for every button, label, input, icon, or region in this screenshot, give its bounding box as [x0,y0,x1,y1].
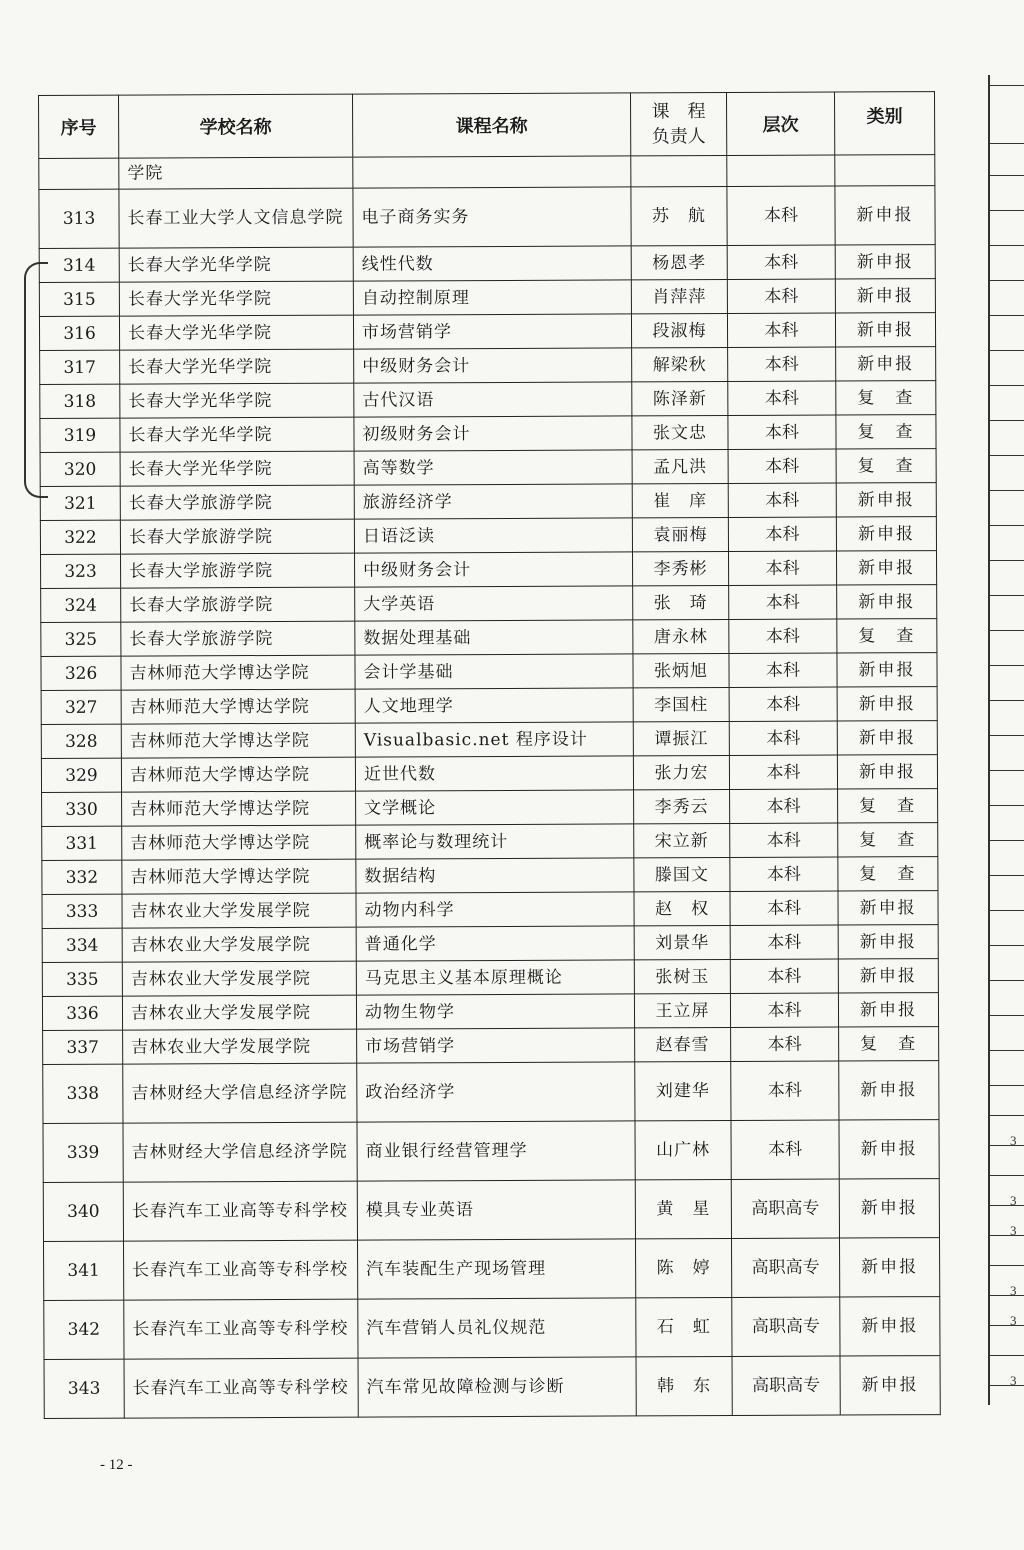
cell-school: 长春大学光华学院 [120,451,354,486]
cell-course: 动物内科学 [356,892,634,927]
cell-course: 数据结构 [356,858,634,893]
cell-school: 吉林农业大学发展学院 [123,1029,357,1064]
cell-person: 杨恩孝 [631,245,727,279]
cell-person: 石 虹 [636,1297,732,1356]
cell-course: 中级财务会计 [355,552,633,587]
cell-course: 人文地理学 [355,688,633,723]
cell-category: 新申报 [836,347,936,381]
cell-school: 学院 [119,157,353,189]
cell-school: 长春大学光华学院 [119,315,353,350]
cell-level: 本科 [728,449,836,483]
cell-level: 本科 [730,891,838,925]
cell-course: 线性代数 [353,246,631,281]
cell-course: Visualbasic.net 程序设计 [355,722,633,757]
cell-num: 328 [41,724,121,758]
cell-level: 本科 [730,925,838,959]
cell-school: 吉林农业大学发展学院 [122,961,356,996]
cell-school: 长春大学光华学院 [119,281,353,316]
cell-category: 新申报 [837,653,937,687]
cell-num: 325 [41,622,121,656]
cell-course: 汽车营销人员礼仪规范 [358,1298,636,1358]
edge-digit: 3 [1010,1193,1017,1208]
cell-num: 332 [42,860,122,894]
cell-school: 吉林师范大学博达学院 [121,689,355,724]
cell-level: 本科 [730,857,838,891]
cell-school: 长春工业大学人文信息学院 [119,188,353,248]
table-row [44,1297,940,1360]
table-row [42,857,938,895]
cell-num: 337 [43,1030,123,1064]
cell-school: 吉林农业大学发展学院 [122,927,356,962]
cell-category: 新申报 [840,1356,940,1415]
cell-person: 张力宏 [633,755,729,789]
cell-person [631,155,727,186]
cell-person: 陈 婷 [635,1238,731,1297]
header-course: 课程名称 [352,93,630,157]
table-row [39,313,935,351]
cell-num: 339 [43,1123,123,1182]
cell-person: 解梁秋 [632,347,728,381]
cell-person: 韩 东 [636,1356,732,1415]
cell-level: 本科 [731,1120,839,1179]
cell-num: 336 [42,996,122,1030]
cell-course [353,156,631,188]
cell-school: 吉林财经大学信息经济学院 [123,1063,357,1123]
cell-course: 市场营销学 [353,314,631,349]
cell-course: 自动控制原理 [353,280,631,315]
cell-course: 市场营销学 [357,1028,635,1063]
cell-course: 中级财务会计 [354,348,632,383]
table-row [39,186,935,249]
cell-course: 初级财务会计 [354,416,632,451]
cell-level: 高职高专 [732,1297,840,1356]
cell-num: 340 [43,1182,123,1241]
cell-school: 吉林财经大学信息经济学院 [123,1122,357,1182]
cell-category: 新申报 [835,313,935,347]
cell-school: 长春汽车工业高等专科学校 [124,1240,358,1300]
cell-num: 314 [39,248,119,282]
header-row [39,92,935,159]
course-table [38,91,941,1419]
cell-num: 327 [41,690,121,724]
cell-category: 新申报 [838,925,938,959]
cell-school: 长春大学旅游学院 [120,485,354,520]
cell-level: 本科 [729,585,837,619]
cell-num: 330 [42,792,122,826]
cell-level: 本科 [728,381,836,415]
cell-person: 苏 航 [631,186,727,245]
cell-level: 本科 [727,279,835,313]
cell-num: 319 [40,418,120,452]
cell-num: 317 [40,350,120,384]
cell-person: 滕国文 [634,857,730,891]
cell-course: 模具专业英语 [357,1180,635,1240]
cell-category: 复 查 [837,619,937,653]
table-row [44,1238,940,1301]
cell-school: 长春大学旅游学院 [121,587,355,622]
cell-course: 会计学基础 [355,654,633,689]
cell-person: 王立屏 [634,993,730,1027]
cell-num: 338 [43,1064,123,1123]
adjacent-page-edge [988,75,1024,1405]
cell-category: 复 查 [838,857,938,891]
cell-course: 概率论与数理统计 [356,824,634,859]
cell-person: 山广林 [635,1120,731,1179]
cell-level: 本科 [728,517,836,551]
cell-num: 331 [42,826,122,860]
cell-category: 新申报 [837,755,937,789]
table-row [39,279,935,317]
table-row [42,959,938,997]
header-person: 课 程 负责人 [630,92,726,155]
table-row [41,619,937,657]
cell-person: 宋立新 [634,823,730,857]
cell-school: 吉林师范大学博达学院 [121,655,355,690]
cell-course: 古代汉语 [354,382,632,417]
cell-level: 本科 [727,313,835,347]
cell-category: 新申报 [840,1297,940,1356]
cell-level: 高职高专 [731,1238,839,1297]
cell-course: 马克思主义基本原理概论 [356,960,634,995]
cell-num: 316 [39,316,119,350]
cell-school: 吉林师范大学博达学院 [121,757,355,792]
cell-person: 赵春雪 [635,1027,731,1061]
cell-school: 长春大学光华学院 [119,247,353,282]
cell-category: 新申报 [837,687,937,721]
cell-level: 本科 [729,721,837,755]
cell-course: 普通化学 [356,926,634,961]
table-row [40,517,936,555]
cell-level: 本科 [727,186,835,245]
edge-digit: 3 [1010,1373,1017,1388]
cell-course: 政治经济学 [357,1062,635,1122]
cell-person: 赵 权 [634,891,730,925]
table-row [41,653,937,691]
cell-category: 新申报 [838,891,938,925]
edge-digit: 3 [1010,1133,1017,1148]
table-row [44,1356,940,1419]
cell-school: 吉林农业大学发展学院 [122,893,356,928]
cell-level: 高职高专 [731,1179,839,1238]
cell-course: 高等数学 [354,450,632,485]
header-level: 层次 [726,92,834,155]
table-row [40,347,936,385]
cell-level: 本科 [731,1061,839,1120]
table-row [40,415,936,453]
cell-category: 新申报 [839,1061,939,1120]
cell-school: 吉林农业大学发展学院 [122,995,356,1030]
edge-digit: 3 [1010,1313,1017,1328]
cell-person: 张树玉 [634,959,730,993]
table-row [41,721,937,759]
table-row [42,823,938,861]
cell-person: 张 琦 [633,585,729,619]
cell-person: 张文忠 [632,415,728,449]
table-row [41,585,937,623]
cell-level: 本科 [731,1027,839,1061]
cell-school: 长春大学旅游学院 [120,519,354,554]
cell-num: 343 [44,1359,124,1418]
cell-school: 吉林师范大学博达学院 [122,791,356,826]
cell-category [835,155,935,186]
cell-category: 新申报 [839,1238,939,1297]
table-row [40,381,936,419]
cell-num: 326 [41,656,121,690]
cell-course: 近世代数 [355,756,633,791]
table-row [42,925,938,963]
cell-level [727,155,835,186]
cell-category: 新申报 [837,721,937,755]
cell-person: 谭振江 [633,721,729,755]
table-row [42,891,938,929]
edge-digit: 3 [1010,1223,1017,1238]
table-row [43,1061,939,1124]
header-category: 类别 [834,92,934,155]
cell-num: 324 [41,588,121,622]
table-row [40,449,936,487]
cell-course: 汽车装配生产现场管理 [357,1239,635,1299]
cell-category: 新申报 [836,551,936,585]
cell-num: 320 [40,452,120,486]
table-row [42,789,938,827]
cell-num [39,158,119,189]
cell-school: 吉林师范大学博达学院 [122,825,356,860]
cell-category: 复 查 [836,449,936,483]
cell-course: 旅游经济学 [354,484,632,519]
cell-person: 黄 星 [635,1179,731,1238]
cell-category: 复 查 [838,789,938,823]
cell-category: 新申报 [839,1179,939,1238]
cell-level: 高职高专 [732,1356,840,1415]
cell-person: 袁丽梅 [632,517,728,551]
header-num: 序号 [39,95,119,158]
cell-category: 新申报 [839,1120,939,1179]
cell-num: 323 [41,554,121,588]
cell-school: 长春汽车工业高等专科学校 [124,1299,358,1359]
cell-category: 复 查 [839,1027,939,1061]
cell-level: 本科 [728,415,836,449]
cell-school: 长春大学光华学院 [120,417,354,452]
table-row [43,1120,939,1183]
cell-level: 本科 [728,347,836,381]
cell-level: 本科 [729,619,837,653]
cell-course: 商业银行经营管理学 [357,1121,635,1181]
cell-course: 大学英语 [355,586,633,621]
cell-school: 长春汽车工业高等专科学校 [123,1181,357,1241]
table-row [42,993,938,1031]
cell-level: 本科 [730,789,838,823]
cell-level: 本科 [730,993,838,1027]
table-row [43,1027,939,1065]
cell-num: 342 [44,1300,124,1359]
cell-level: 本科 [727,245,835,279]
cell-course: 文学概论 [356,790,634,825]
cell-person: 李国柱 [633,687,729,721]
cell-num: 318 [40,384,120,418]
cell-course: 汽车常见故障检测与诊断 [358,1357,636,1417]
cell-level: 本科 [729,653,837,687]
table-row [41,687,937,725]
table-row [41,551,937,589]
cell-school: 吉林师范大学博达学院 [121,723,355,758]
cell-person: 刘建华 [635,1061,731,1120]
cell-course: 动物生物学 [356,994,634,1029]
cell-num: 333 [42,894,122,928]
cell-school: 长春大学光华学院 [120,383,354,418]
cell-school: 长春大学旅游学院 [121,553,355,588]
cell-level: 本科 [728,551,836,585]
cell-school: 长春汽车工业高等专科学校 [124,1358,358,1418]
cell-person: 陈泽新 [632,381,728,415]
cell-category: 新申报 [835,186,935,245]
cell-level: 本科 [729,687,837,721]
cell-category: 新申报 [837,585,937,619]
edge-digit: 3 [1010,1283,1017,1298]
cell-level: 本科 [728,483,836,517]
cell-person: 李秀云 [634,789,730,823]
cell-category: 复 查 [838,823,938,857]
cell-person: 段淑梅 [631,313,727,347]
cell-person: 张炳旭 [633,653,729,687]
table-row [40,483,936,521]
cell-school: 长春大学旅游学院 [121,621,355,656]
cell-num: 334 [42,928,122,962]
cell-person: 唐永林 [633,619,729,653]
cell-num: 322 [40,520,120,554]
cell-num: 313 [39,189,119,248]
cell-course: 日语泛读 [354,518,632,553]
cell-school: 长春大学光华学院 [120,349,354,384]
cell-person: 崔 庠 [632,483,728,517]
cell-num: 315 [39,282,119,316]
cell-level: 本科 [730,823,838,857]
cell-course: 电子商务实务 [353,187,631,247]
cell-category: 新申报 [836,517,936,551]
table-row [41,755,937,793]
continuation-row [39,155,935,190]
cell-category: 新申报 [838,959,938,993]
cell-person: 肖萍萍 [631,279,727,313]
cell-person: 孟凡洪 [632,449,728,483]
cell-category: 新申报 [835,245,935,279]
cell-person: 刘景华 [634,925,730,959]
cell-school: 吉林师范大学博达学院 [122,859,356,894]
cell-num: 321 [40,486,120,520]
cell-num: 335 [42,962,122,996]
page-number: - 12 - [100,1457,133,1473]
cell-num: 329 [41,758,121,792]
table-row [39,245,935,283]
cell-num: 341 [44,1241,124,1300]
cell-category: 新申报 [836,483,936,517]
cell-category: 新申报 [835,279,935,313]
table-row [43,1179,939,1242]
cell-category: 复 查 [836,381,936,415]
cell-course: 数据处理基础 [355,620,633,655]
cell-level: 本科 [730,959,838,993]
cell-category: 复 查 [836,415,936,449]
cell-level: 本科 [729,755,837,789]
cell-person: 李秀彬 [632,551,728,585]
cell-category: 新申报 [838,993,938,1027]
header-school: 学校名称 [119,94,353,158]
